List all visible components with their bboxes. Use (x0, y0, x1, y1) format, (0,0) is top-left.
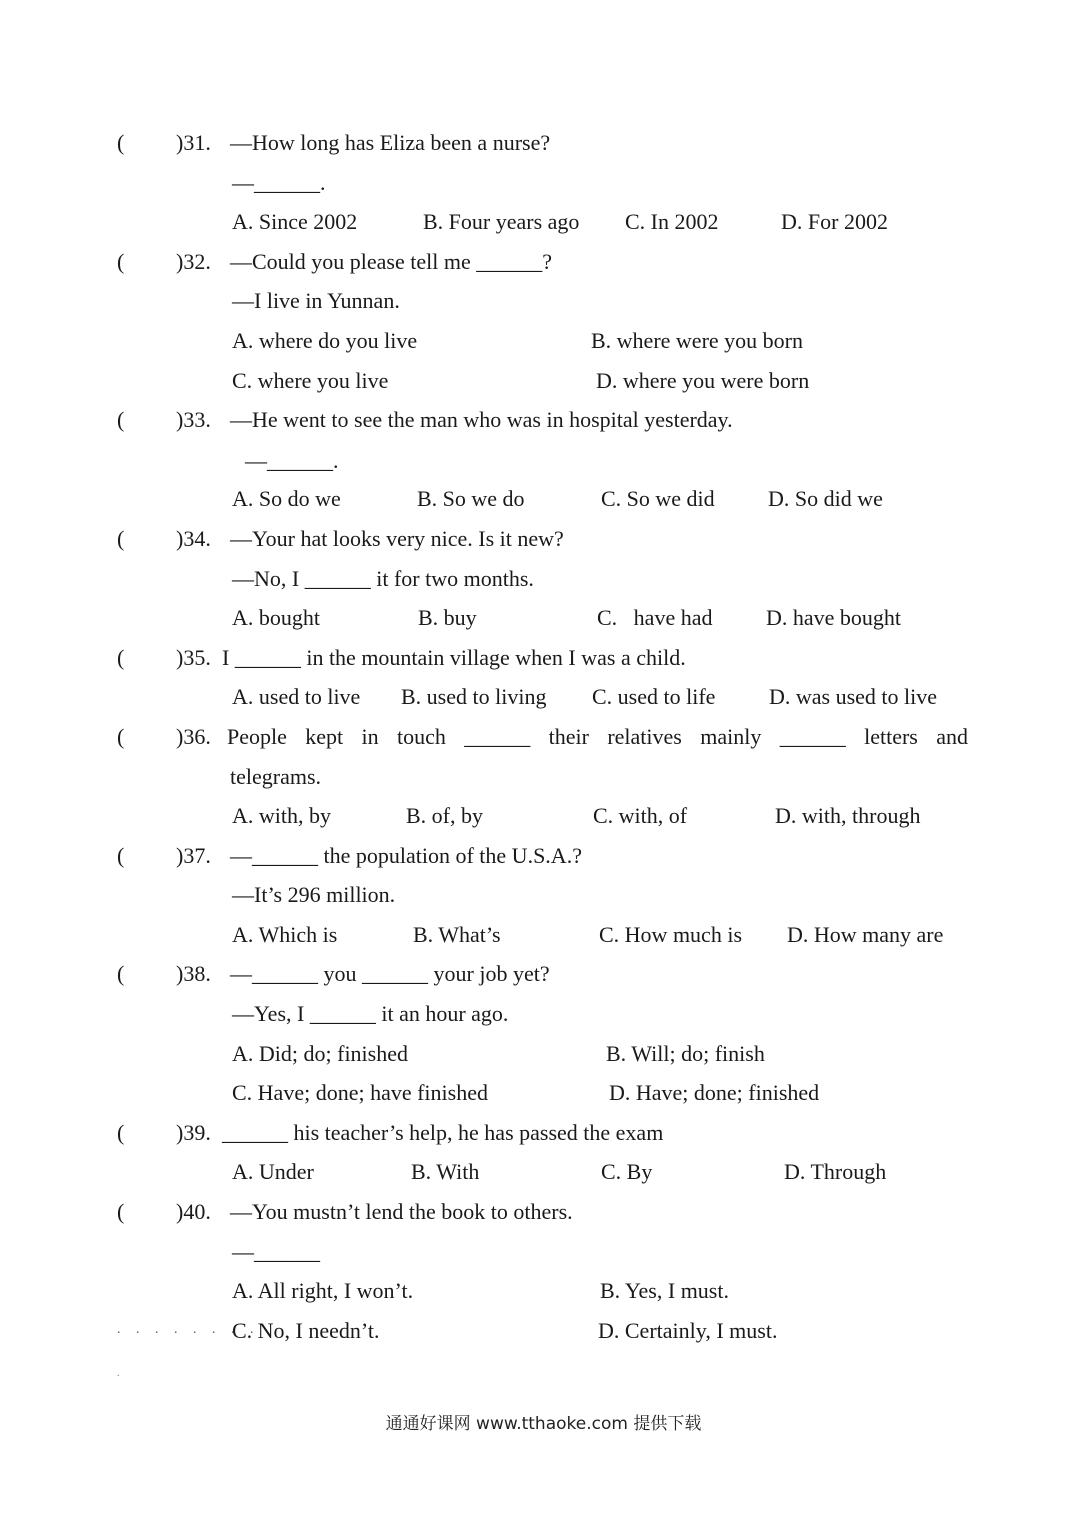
question-number: )39. (176, 1120, 211, 1145)
option-b: B. Will; do; finish (606, 1041, 765, 1066)
question-number: )36. (176, 724, 211, 749)
option-a: A. used to live (232, 684, 361, 709)
option-b: B. What’s (413, 922, 501, 947)
question-number: )31. (176, 130, 211, 155)
margin-dot: . (117, 1368, 120, 1379)
answer-paren: ( (117, 724, 125, 749)
question-extra-line: —It’s 296 million. (232, 882, 396, 907)
answer-paren: ( (117, 526, 125, 551)
option-d: D. have bought (766, 605, 902, 630)
option-a: A. So do we (232, 486, 341, 511)
option-b: B. where were you born (591, 328, 803, 353)
question-number: )33. (176, 407, 211, 432)
page-footer: 通通好课网 www.tthaoke.com 提供下载 (385, 1414, 702, 1434)
option-a: A. where do you live (232, 328, 418, 353)
answer-paren: ( (117, 843, 125, 868)
question-stem: —______ you ______ your job yet? (230, 961, 550, 986)
margin-dots: . . . . . . . . (117, 1322, 260, 1337)
question-number: )40. (176, 1199, 211, 1224)
answer-paren: ( (117, 130, 125, 155)
option-d: D. Certainly, I must. (598, 1318, 778, 1343)
question-number: )32. (176, 249, 211, 274)
answer-paren: ( (117, 1199, 125, 1224)
question-stem: —He went to see the man who was in hospital yesterday. (230, 407, 733, 432)
question-number: )35. (176, 645, 211, 670)
option-d: D. So did we (768, 486, 883, 511)
question-stem: ______ his teacher’s help, he has passed the exam (222, 1120, 664, 1145)
answer-paren: ( (117, 961, 125, 986)
option-b: B. used to living (401, 684, 547, 709)
answer-paren: ( (117, 407, 125, 432)
option-a: A. Which is (232, 922, 338, 947)
question-extra-line: —I live in Yunnan. (232, 288, 400, 313)
option-a: A. with, by (232, 803, 331, 828)
option-b: B. Four years ago (423, 209, 580, 234)
option-c: C. No, I needn’t. (232, 1318, 380, 1343)
option-b: B. Yes, I must. (600, 1278, 729, 1303)
answer-paren: ( (117, 645, 125, 670)
question-stem: —You mustn’t lend the book to others. (230, 1199, 573, 1224)
option-b: B. buy (418, 605, 477, 630)
option-a: A. All right, I won’t. (232, 1278, 414, 1303)
question-stem: —Could you please tell me ______? (230, 249, 552, 274)
option-a: A. Did; do; finished (232, 1041, 408, 1066)
question-stem: —How long has Eliza been a nurse? (230, 130, 551, 155)
option-c: C. used to life (592, 684, 716, 709)
option-c: C. In 2002 (625, 209, 719, 234)
question-stem: —______ the population of the U.S.A.? (230, 843, 582, 868)
option-b: B. So we do (417, 486, 525, 511)
question-extra-line: —______ (232, 1239, 320, 1264)
option-a: A. Since 2002 (232, 209, 358, 234)
question-number: )37. (176, 843, 211, 868)
question-extra-line: —No, I ______ it for two months. (232, 566, 534, 591)
question-extra-line: —______. (245, 448, 339, 473)
question-number: )38. (176, 961, 211, 986)
option-d: D. For 2002 (781, 209, 888, 234)
option-a: A. bought (232, 605, 320, 630)
answer-paren: ( (117, 1120, 125, 1145)
option-c: C. Have; done; have finished (232, 1080, 488, 1105)
option-b: B. With (411, 1159, 480, 1184)
option-d: D. where you were born (596, 368, 810, 393)
question-extra-line: telegrams. (230, 764, 322, 789)
question-stem: People kept in touch ______ their relatives mainly ______ letters and (227, 724, 968, 749)
option-c: C. So we did (601, 486, 715, 511)
question-extra-line: —______. (232, 170, 326, 195)
option-d: D. Through (784, 1159, 887, 1184)
question-stem: —Your hat looks very nice. Is it new? (230, 526, 564, 551)
option-d: D. was used to live (769, 684, 938, 709)
option-b: B. of, by (406, 803, 483, 828)
option-d: D. How many are (787, 922, 944, 947)
answer-paren: ( (117, 249, 125, 274)
option-d: D. Have; done; finished (609, 1080, 820, 1105)
option-c: C. How much is (599, 922, 742, 947)
question-number: )34. (176, 526, 211, 551)
question-extra-line: —Yes, I ______ it an hour ago. (232, 1001, 509, 1026)
option-c: C. have had (597, 605, 713, 630)
question-stem: I ______ in the mountain village when I was a child. (222, 645, 686, 670)
option-c: C. where you live (232, 368, 389, 393)
option-d: D. with, through (775, 803, 921, 828)
option-c: C. By (601, 1159, 653, 1184)
option-a: A. Under (232, 1159, 314, 1184)
option-c: C. with, of (593, 803, 688, 828)
